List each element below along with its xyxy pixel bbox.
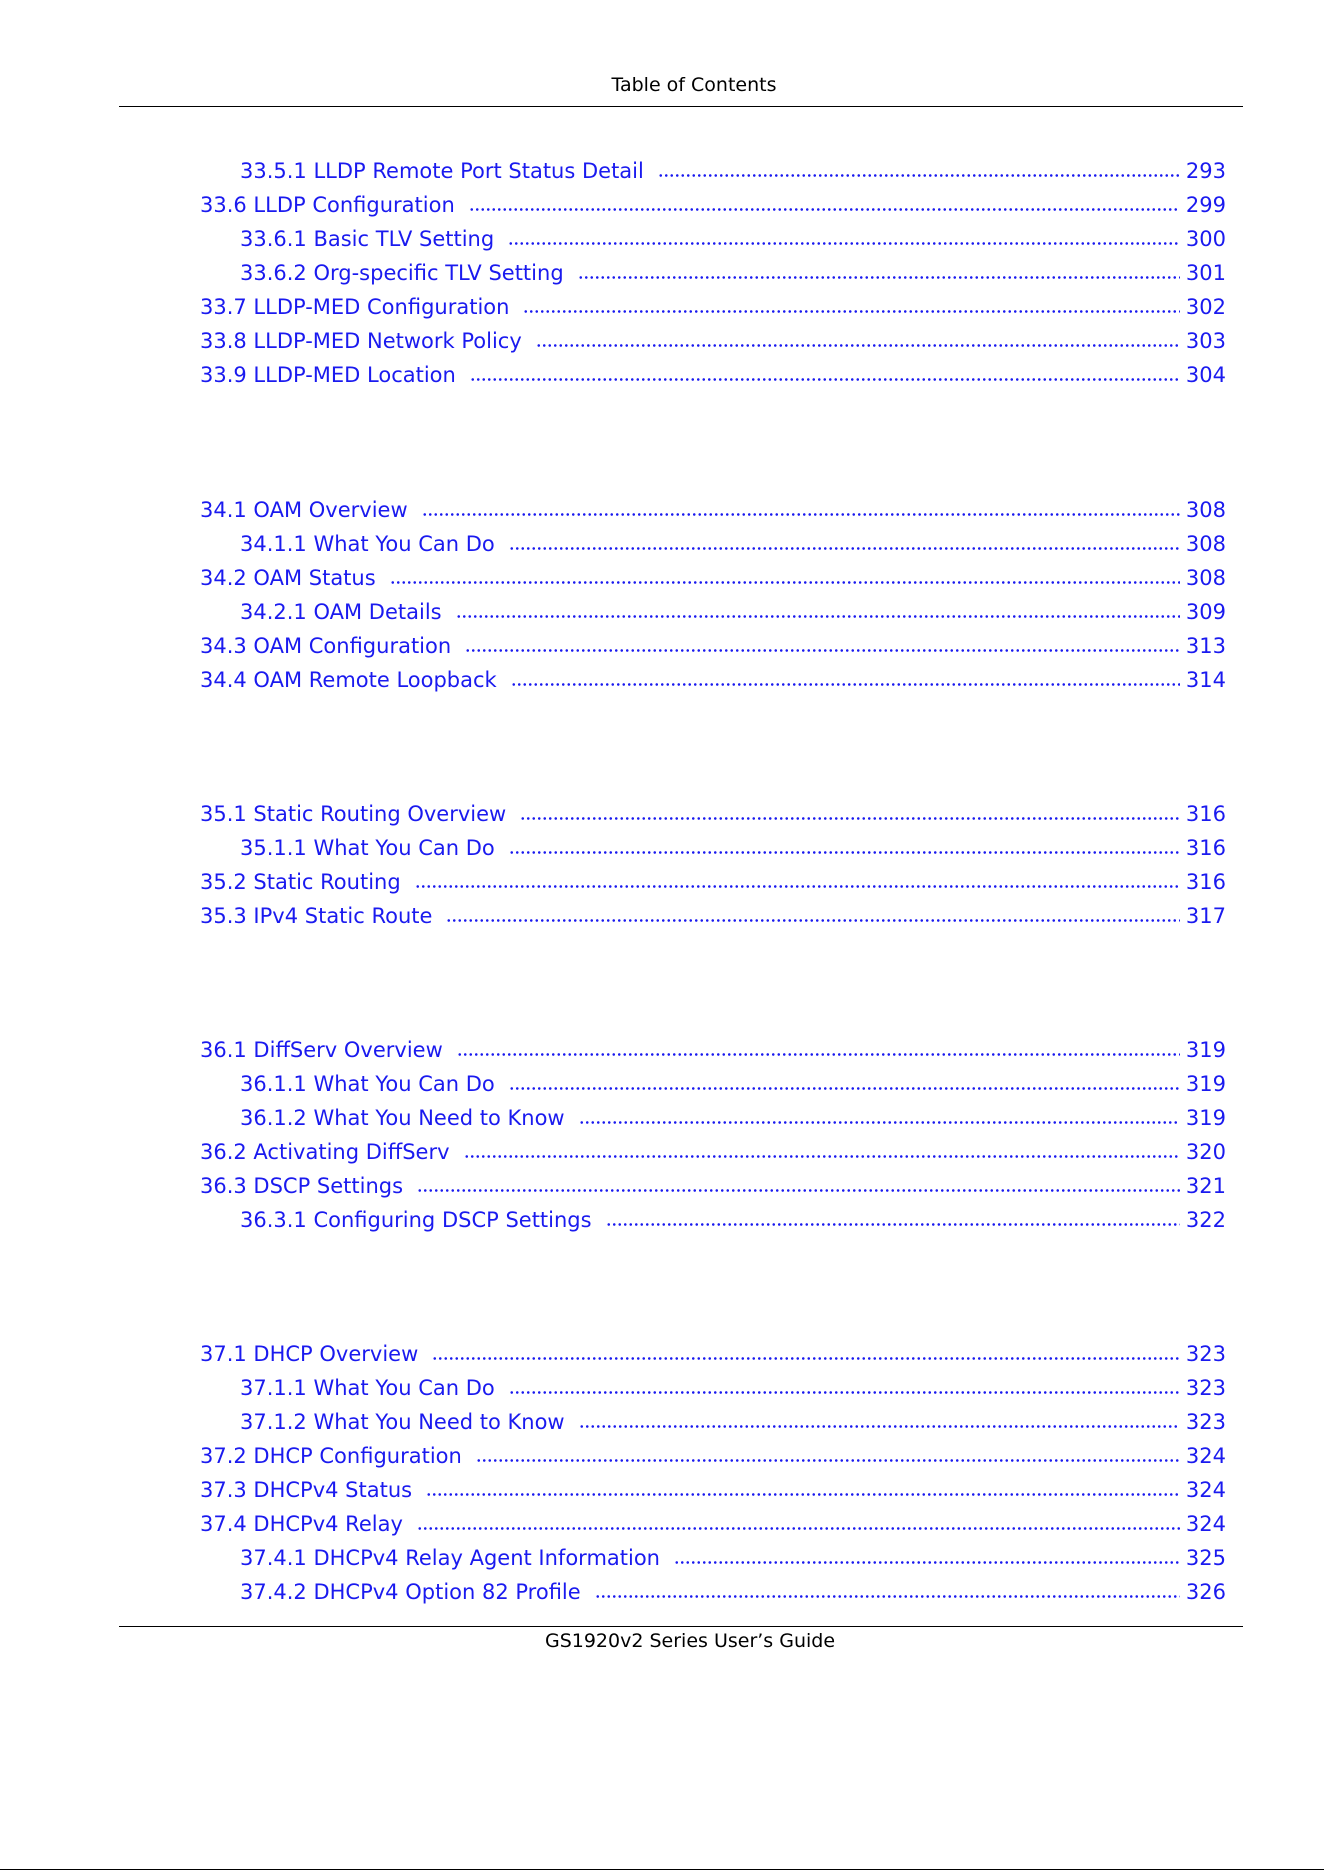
dot-leader (456, 613, 1180, 621)
page-bottom-edge (0, 1869, 1324, 1870)
toc-entry-title[interactable]: 36.1.1 What You Can Do (240, 1071, 495, 1096)
dot-leader (536, 342, 1180, 350)
toc-entry[interactable] (240, 1101, 1226, 1134)
toc-entry-title[interactable]: 33.9 LLDP-MED Location (200, 362, 456, 387)
toc-entry[interactable] (200, 797, 1226, 830)
header-rule (119, 106, 1243, 107)
toc-entry-title[interactable]: 33.6.1 Basic TLV Setting (240, 226, 495, 251)
toc-entry-title[interactable]: 35.3 IPv4 Static Route (200, 903, 433, 928)
toc-entry-page[interactable]: 308 (1185, 565, 1226, 590)
dot-leader (523, 308, 1179, 316)
toc-entry-title[interactable]: 36.1.2 What You Need to Know (240, 1105, 565, 1130)
toc-entry-page[interactable]: 323 (1185, 1341, 1226, 1366)
toc-entry-page[interactable]: 314 (1185, 667, 1226, 692)
toc-entry-page[interactable]: 316 (1185, 835, 1226, 860)
dot-leader (465, 647, 1180, 655)
toc-entry[interactable] (240, 1371, 1226, 1404)
toc-entry-title[interactable]: 34.1 OAM Overview (200, 497, 408, 522)
toc-entry-title[interactable]: 34.3 OAM Configuration (200, 633, 452, 658)
toc-entry[interactable] (200, 663, 1226, 696)
toc-entry[interactable] (240, 256, 1226, 289)
toc-entry[interactable] (240, 1575, 1226, 1608)
toc-entry[interactable] (200, 629, 1226, 662)
toc-entry[interactable] (240, 527, 1226, 560)
toc-entry[interactable] (240, 595, 1226, 628)
toc-entry[interactable] (240, 1541, 1226, 1574)
toc-entry-title[interactable]: 37.1.1 What You Can Do (240, 1375, 495, 1400)
dot-leader (578, 274, 1180, 282)
toc-entry[interactable] (200, 324, 1226, 357)
toc-entry-page[interactable]: 322 (1185, 1207, 1226, 1232)
toc-entry-page[interactable]: 316 (1185, 801, 1226, 826)
dot-leader (509, 1389, 1180, 1397)
toc-entry[interactable] (200, 1507, 1226, 1540)
dot-leader (509, 545, 1180, 553)
toc-entry-title[interactable]: 36.3 DSCP Settings (200, 1173, 404, 1198)
toc-entry-title[interactable]: 35.1 Static Routing Overview (200, 801, 507, 826)
dot-leader (595, 1593, 1180, 1601)
dot-leader (415, 883, 1180, 891)
toc-entry-page[interactable]: 319 (1185, 1071, 1226, 1096)
toc-entry-page[interactable]: 319 (1185, 1037, 1226, 1062)
dot-leader (432, 1355, 1180, 1363)
toc-entry[interactable] (240, 1405, 1226, 1438)
toc-entry-page[interactable]: 300 (1185, 226, 1226, 251)
toc-entry[interactable] (200, 290, 1226, 323)
toc-entry-title[interactable]: 33.8 LLDP-MED Network Policy (200, 328, 522, 353)
toc-entry[interactable] (200, 899, 1226, 932)
toc-entry[interactable] (200, 1169, 1226, 1202)
toc-entry-title[interactable]: 37.1 DHCP Overview (200, 1341, 419, 1366)
dot-leader (464, 1153, 1180, 1161)
dot-leader (417, 1525, 1180, 1533)
toc-entry-page[interactable]: 308 (1185, 531, 1226, 556)
toc-entry[interactable] (240, 222, 1226, 255)
dot-leader (390, 579, 1180, 587)
dot-leader (426, 1491, 1180, 1499)
toc-entry-page[interactable]: 323 (1185, 1409, 1226, 1434)
toc-entry-page[interactable]: 303 (1185, 328, 1226, 353)
toc-entry-page[interactable]: 316 (1185, 869, 1226, 894)
dot-leader (417, 1187, 1180, 1195)
toc-entry-title[interactable]: 35.2 Static Routing (200, 869, 401, 894)
toc-entry-title[interactable]: 33.5.1 LLDP Remote Port Status Detail (240, 158, 644, 183)
toc-entry[interactable] (240, 831, 1226, 864)
toc-entry-title[interactable]: 37.4 DHCPv4 Relay (200, 1511, 403, 1536)
toc-entry-page[interactable]: 324 (1185, 1443, 1226, 1468)
toc-entry[interactable] (200, 188, 1226, 221)
toc-entry-page[interactable]: 321 (1185, 1173, 1226, 1198)
dot-leader (579, 1119, 1180, 1127)
toc-entry-title[interactable]: 33.6.2 Org-specific TLV Setting (240, 260, 564, 285)
dot-leader (579, 1423, 1180, 1431)
toc-entry-page[interactable]: 317 (1185, 903, 1226, 928)
footer-rule (119, 1626, 1243, 1627)
toc-entry[interactable] (200, 865, 1226, 898)
toc-entry[interactable] (240, 154, 1226, 187)
dot-leader (446, 917, 1179, 925)
toc-entry-page[interactable]: 308 (1185, 497, 1226, 522)
dot-leader (509, 849, 1180, 857)
toc-entry[interactable] (240, 1067, 1226, 1100)
footer-title-text: GS1920v2 Series User’s Guide (544, 1630, 836, 1652)
dot-leader (674, 1559, 1180, 1567)
dot-leader (511, 681, 1180, 689)
toc-entry[interactable] (200, 493, 1226, 526)
toc-entry-title[interactable]: 34.2 OAM Status (200, 565, 376, 590)
toc-entry-title[interactable]: 37.4.2 DHCPv4 Option 82 Profile (240, 1579, 581, 1604)
toc-entry-page[interactable]: 309 (1185, 599, 1226, 624)
footer-title (0, 1630, 1324, 1652)
dot-leader (508, 240, 1180, 248)
toc-entry-page[interactable]: 293 (1185, 158, 1226, 183)
toc-entry-page[interactable]: 319 (1185, 1105, 1226, 1130)
toc-entry-title[interactable]: 33.6 LLDP Configuration (200, 192, 455, 217)
toc-entry[interactable] (200, 561, 1226, 594)
toc-entry[interactable] (200, 1473, 1226, 1506)
toc-entry[interactable] (200, 358, 1226, 391)
toc-entry[interactable] (240, 1203, 1226, 1236)
toc-entry-page[interactable]: 313 (1185, 633, 1226, 658)
toc-entry-page[interactable]: 320 (1185, 1139, 1226, 1164)
toc-entry-page[interactable]: 324 (1185, 1477, 1226, 1502)
toc-entry-title[interactable]: 37.2 DHCP Configuration (200, 1443, 462, 1468)
dot-leader (470, 376, 1180, 384)
dot-leader (476, 1457, 1180, 1465)
header-title-text: Table of Contents (611, 74, 777, 96)
dot-leader (658, 172, 1180, 180)
toc-entry-title[interactable]: 34.2.1 OAM Details (240, 599, 442, 624)
toc-entry-title[interactable]: 34.1.1 What You Can Do (240, 531, 495, 556)
toc-entry-page[interactable]: 325 (1185, 1545, 1226, 1570)
toc-entry-page[interactable]: 302 (1185, 294, 1226, 319)
toc-entry[interactable] (200, 1439, 1226, 1472)
toc-entry-title[interactable]: 36.3.1 Configuring DSCP Settings (240, 1207, 592, 1232)
toc-entry[interactable] (200, 1337, 1226, 1370)
toc-entry-page[interactable]: 323 (1185, 1375, 1226, 1400)
dot-leader (509, 1085, 1180, 1093)
toc-entry-page[interactable]: 304 (1185, 362, 1226, 387)
dot-leader (606, 1221, 1180, 1229)
header-title (0, 74, 1324, 96)
dot-leader (457, 1051, 1180, 1059)
toc-entry[interactable] (200, 1033, 1226, 1066)
toc-entry-page[interactable]: 301 (1185, 260, 1226, 285)
toc-entry-title[interactable]: 37.1.2 What You Need to Know (240, 1409, 565, 1434)
toc-entry[interactable] (200, 1135, 1226, 1168)
dot-leader (469, 206, 1180, 214)
toc-entry-page[interactable]: 324 (1185, 1511, 1226, 1536)
toc-entry-title[interactable]: 37.3 DHCPv4 Status (200, 1477, 413, 1502)
toc-entry-title[interactable]: 35.1.1 What You Can Do (240, 835, 495, 860)
toc-entry-page[interactable]: 299 (1185, 192, 1226, 217)
toc-entry-title[interactable]: 36.2 Activating DiffServ (200, 1139, 450, 1164)
toc-entry-title[interactable]: 37.4.1 DHCPv4 Relay Agent Information (240, 1545, 660, 1570)
dot-leader (422, 511, 1180, 519)
dot-leader (520, 815, 1180, 823)
toc-entry-title[interactable]: 33.7 LLDP-MED Configuration (200, 294, 510, 319)
toc-entry-page[interactable]: 326 (1185, 1579, 1226, 1604)
toc-entry-title[interactable]: 34.4 OAM Remote Loopback (200, 667, 497, 692)
toc-entry-title[interactable]: 36.1 DiffServ Overview (200, 1037, 443, 1062)
